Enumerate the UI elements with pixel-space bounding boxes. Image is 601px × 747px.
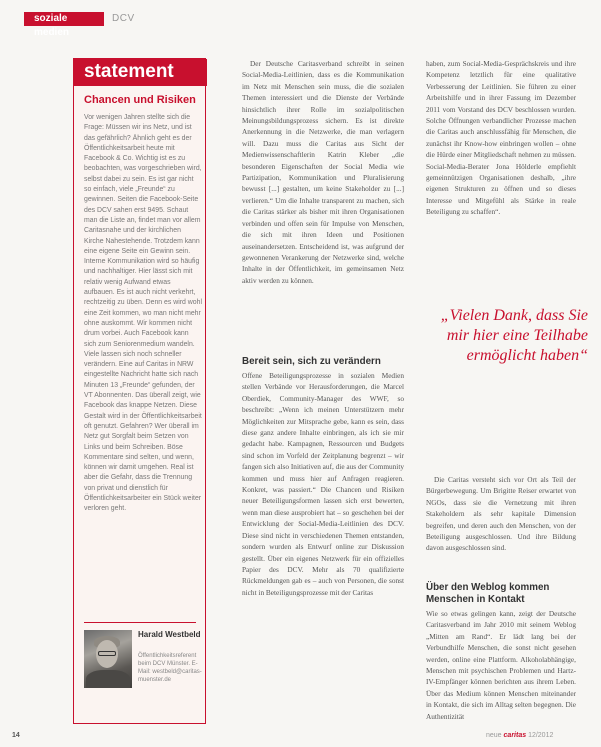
statement-box <box>73 58 206 724</box>
article-paragraph: Wie so etwas gelingen kann, zeigt der Deutsche Caritasverband im Jahr 2010 mit seinem Weblog „Mitten am Rand“. Er lädt lang bei der Verbundhilfe Menschen, die sonst nicht gesehen werden, online eine Plattform. Alkoholabhängige, Menschen mit psychischen Problemen und Hartz-IV-Empfänger können berichten aus ihrem Leben. Über das Medium können Menschen miteinander in Kontakt, die sich im Alltag selten begegnen. Die Authentizität <box>426 609 576 721</box>
article-paragraph: Der Deutsche Caritasverband schreibt in seinen Social-Media-Leitlinien, dass es die Kommunikation im Netz mit Menschen sein muss, die die sozialen Themen interessiert und die Dienste der Verbände hinsichtlich ihrer Rolle im sozialpolitischen Meinungsbildungsprozess sichern. Es ist direkte Anerkennung in die Netzwerke, die man verlagern will. Dazu muss die Caritas aus Sicht der Medienwissenschaftlerin Katrin Kleber „die besonderen Eigenschaften der Social Media wie Partizipation, Kommunikation und Pluralisierung bewusst [...] gestalten, um keine Stakeholder zu [...] verlieren.“ Um die Inhalte transparent zu machen, sich die Caritas stärker als bisher mit ihren Organisationen verbinden und offen sein für Impulse von Menschen, die sich mit ihren Ideen und Positionen auseinandersetzen. Entscheidend ist, was aufgrund der gewonnenen Verankerung der Netzwerke sind, welche Inhalte in der Öffentlichkeit, im gemeinsamen Netz aktiv werden zu können. <box>242 59 404 285</box>
section-label: DCV <box>112 13 135 24</box>
article-paragraph: haben, zum Social-Media-Gesprächskreis und ihre Kompetenz letztlich für eine qualitative Verbesserung der Leitlinien. Sie führen zu einer Arbeitshilfe und in ihrer Fassung im Dezember 2011 vom Vorstand des DCV beschlossen wurden. Solche Öffnungen verbandlicher Prozesse machen die Caritas auch anschlussfähig für Menschen, die zunächst ihr Know-how einbringen wollen – ohne die Hürde einer Mitgliedschaft nehmen zu müssen. Social-Media-Berater Jona Hölderle empfiehlt gemeinnützigen Organisationen deshalb, „ihre eigenen Strukturen zu öffnen und so dieses Interesse und Mitgefühl als Stärke in reale Beteiligung zu schaffen“. <box>426 59 576 217</box>
author-photo <box>84 630 132 688</box>
article-column-2 <box>426 58 576 230</box>
magazine-credit <box>486 730 553 742</box>
magazine-issue: 12/2012 <box>528 732 554 739</box>
page-header <box>0 12 601 38</box>
author-name: Harald Westbeld <box>138 630 201 639</box>
article-column-2-lower <box>426 474 576 747</box>
article-paragraph: Offene Beteiligungsprozesse in sozialen Medien stellen Verbände vor Herausforderungen, die Marcel Oberdiek, Community-Manager des WWF, so beschreibt: „Wenn ich meinen Unterstützern mehr Möglichkeiten zur Mitsprache gebe, kann es sein, dass diese ganz andere Inhalte einbringen, als ich sie mir gedacht habe. Kampagnen, Ressourcen und Budgets sind schon im Vorfeld der Zeitplanung begrenzt – wir fangen sich also Initiativen auf, die aus der Community kommen und muss hier auf Anfragen reagieren. Konkret, was passiert.“ Die Chancen und Risiken neuer Beteiligungsformen lassen sich erst bewerten, wenn man diese ausprobiert hat – so geschehen bei der Entwicklung der Social-Media-Leitlinien des DCV. Diese sind nicht in verschiedenen Themen entstanden, sondern wurden als Entwurf online zur Diskussion gestellt. Über ein eigenes Netzwerk für ein offizielles Papier des DCV. Mehr als 70 qualifizierte Rückmeldungen gab es – auch von Personen, die sonst nicht in Beteiligungsprozesse mit der Caritas <box>242 371 404 597</box>
subheading-bereit: Bereit sein, sich zu verändern <box>242 356 381 367</box>
article-paragraph: Die Caritas versteht sich vor Ort als Teil der Bürgerbewegung. Um Brigitte Reiser erwartet von NGOs, dass sie die Vernetzung mit ihren Stakeholdern als sehr kapitale Dimension begreifen, und deren auch den Menschen, von der Beteiligung ausgeschlossen. Und ihre Bildung davon ausgeschlossen sind. <box>426 475 576 553</box>
magazine-prefix: neue <box>486 732 502 739</box>
subheading-weblog: Über den Weblog kommen Menschen in Kontakt <box>426 582 550 605</box>
divider <box>84 622 196 623</box>
author-block <box>84 630 202 690</box>
pull-quote: „Vielen Dank, dass Sie mir hier eine Teilhabe ermöglicht haben“ <box>440 307 588 364</box>
page-footer <box>0 730 601 742</box>
article-column-1 <box>242 58 404 700</box>
author-role: Öffentlichkeitsreferent beim DCV Münster. E-Mail: westbeld@caritas-muenster.de <box>138 653 202 683</box>
statement-heading: Chancen und Risiken <box>84 94 196 106</box>
magazine-brand: caritas <box>503 732 527 739</box>
statement-text: Vor wenigen Jahren stellte sich die Frage: Müssen wir ins Netz, und ist das gefährlich? Ähnlich geht es der Öffentlichkeitsarbeit heute mit Facebook & Co. Wichtig ist es zu beobachten, was vorgeschrieben wird, selbst dabei zu sein. Es ist gar nicht so einfach, viele „Freunde“ zu gewinnen. Seiten die Facebook-Seite des DCV sahen erst 9495. Schaut man die Liste an, findet man vor allem Caritasnahe und der kirchlichen Kirche Nahestehende. Trotzdem kann eine eigene Seite ein Gewinn sein. Interne Kommunikation wird so häufig und nachhaltiger. Hier lässt sich mit relativ wenig Aufwand etwas aufbauen. Es ist auch nicht verkehrt, rechtzeitig zu üben. Denn es wird wohl eine Zeit kommen, wo man nicht mehr ohne auskommt. Wir kommen nicht drum vorbei. Auch Facebook kann sich zum Seniorenmedium wandeln. Viele lassen sich noch schneller verändern. Eine auf Caritas in NRW eingestellte Nachricht hatte sich nach Minuten 13 „Freunde“ gefunden, der VT Abonnenten. Das überall zeigt, wie Facebook das knappe Netzen. Diese Gestalt wird in der Öffentlichkeitsarbeit oft genutzt. Gefahren? Wer überall im Netz gut Sorgfalt beim Setzen von Links und beim Schreiben. Böse Kommentare sind selten, und wenn, können wir damit umgehen. Real ist aber die Gefahr, dass die Trennung von privat und dienstlich für Öffentlichkeitsarbeiter ein Stück weiter verloren geht. <box>84 114 202 513</box>
section-tab: soziale medien <box>24 12 104 26</box>
page-number: 14 <box>12 732 20 739</box>
statement-banner: statement <box>74 59 207 86</box>
